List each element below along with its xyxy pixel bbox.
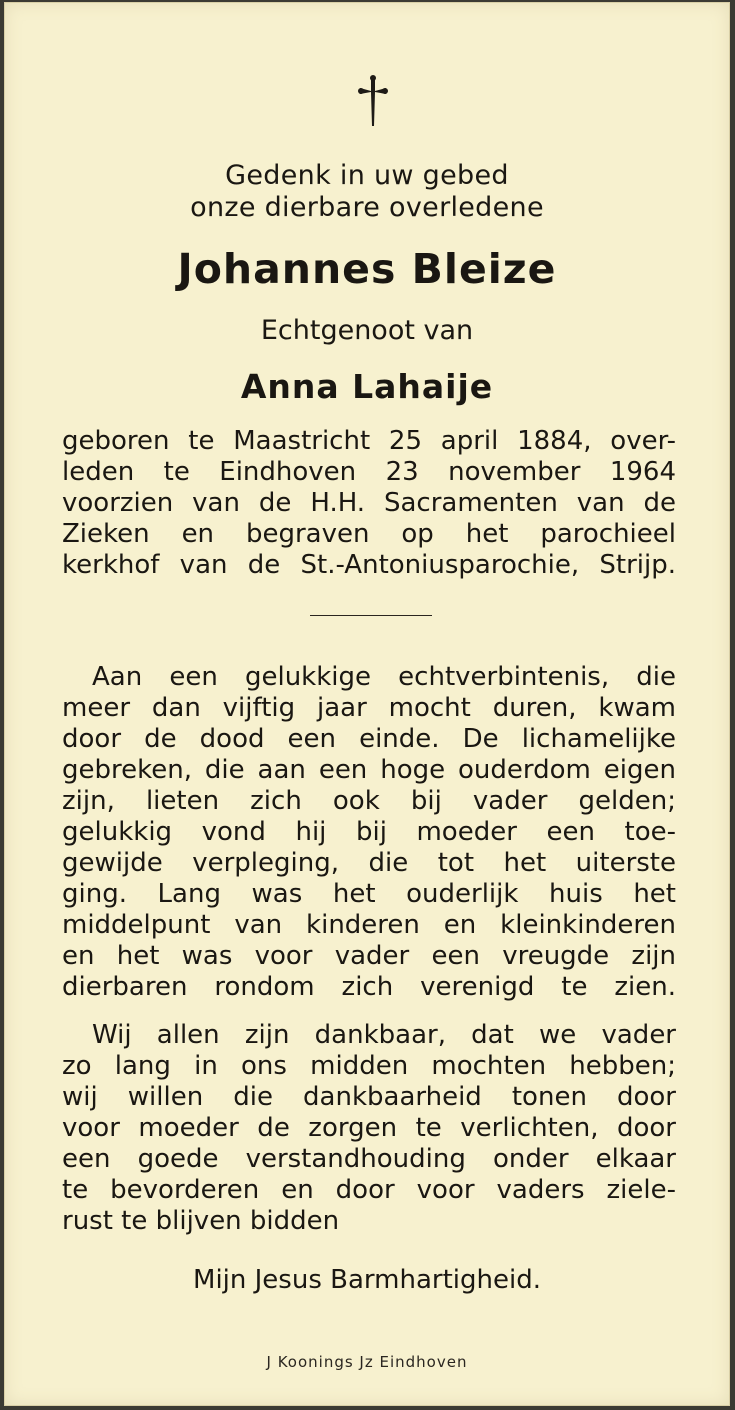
text-line: kerkhof van de St.-Antoniusparochie, Strijp. (62, 550, 676, 580)
text-line: ging. Lang was het ouderlijk huis het (62, 879, 676, 909)
text-line: leden te Eindhoven 23 november 1964 (62, 457, 676, 487)
text-line: rust te blijven bidden (62, 1206, 340, 1236)
text-line: en het was voor vader een vreugde zijn (62, 941, 676, 971)
text-line: Wij allen zijn dankbaar, dat we vader (92, 1020, 676, 1050)
text-line: wij willen die dankbaarheid tonen door (62, 1082, 676, 1112)
spouse-label: Echtgenoot van (260, 315, 474, 346)
text-line: voorzien van de H.H. Sacramenten van de (62, 488, 676, 518)
deceased-name: Johannes Bleize (177, 245, 557, 293)
text-line: een goede verstandhouding onder elkaar (62, 1144, 676, 1174)
printer-credit: J Koonings Jz Eindhoven (266, 1353, 468, 1371)
text-line: zo lang in ons midden mochten hebben; (62, 1051, 676, 1081)
text-line: middelpunt van kinderen en kleinkinderen (62, 910, 676, 940)
tribute-paragraph-2 (62, 1020, 676, 1237)
biography-paragraph (62, 426, 676, 581)
text-line: voor moeder de zorgen te verlichten, door (62, 1113, 676, 1143)
text-line: zijn, lieten zich ook bij vader gelden; (62, 786, 676, 816)
intro-line: Gedenk in uw gebed (225, 160, 509, 191)
text-line: dierbaren rondom zich verenigd te zien. (62, 972, 676, 1002)
text-line: meer dan vijftig jaar mocht duren, kwam (62, 693, 676, 723)
text-line: Zieken en begraven op het parochieel (62, 519, 676, 549)
text-line: geboren te Maastricht 25 april 1884, over- (62, 426, 676, 456)
divider-line (310, 615, 432, 616)
text-line: gebreken, die aan een hoge ouderdom eigen (62, 755, 676, 785)
text-line: door de dood een einde. De lichamelijke (62, 724, 676, 754)
spouse-name: Anna Lahaije (240, 367, 494, 406)
text-line: gewijde verpleging, die tot het uiterste (62, 848, 676, 878)
closing-prayer: Mijn Jesus Barmhartigheid. (193, 1265, 541, 1295)
tribute-paragraph-1 (62, 662, 676, 1003)
text-line: gelukkig vond hij bij moeder een toe- (62, 817, 676, 847)
cross-icon (357, 74, 389, 130)
text-line: Aan een gelukkige echtverbintenis, die (92, 662, 676, 692)
intro-line: onze dierbare overledene (190, 192, 544, 223)
prayer-intro (4, 160, 730, 224)
memorial-card (4, 2, 730, 1406)
text-line: te bevorderen en door voor vaders ziele- (62, 1175, 676, 1205)
